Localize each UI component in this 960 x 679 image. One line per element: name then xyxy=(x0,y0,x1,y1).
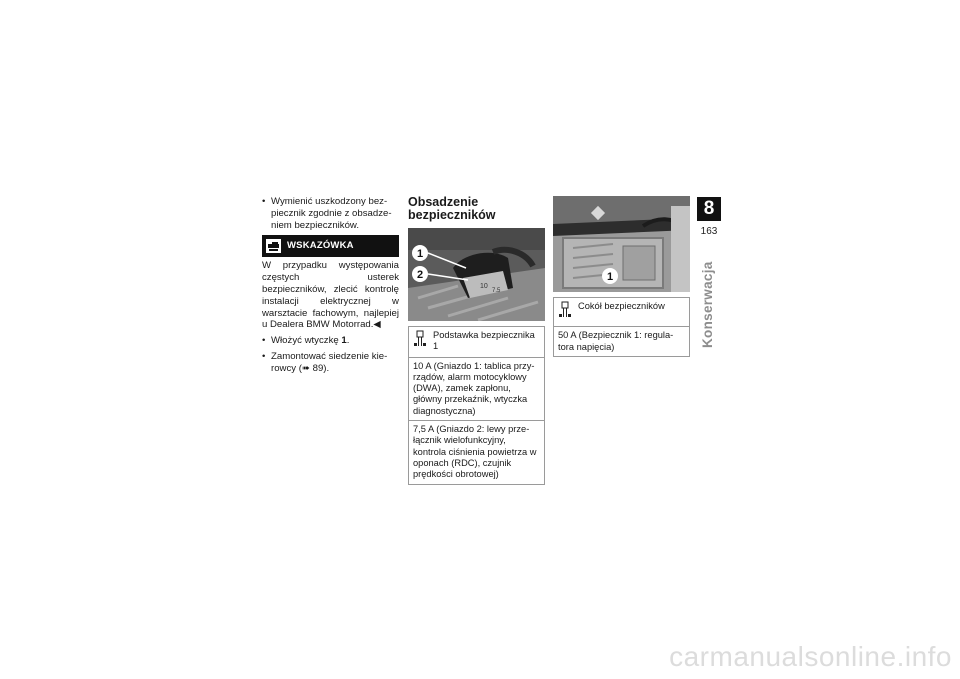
middle-column xyxy=(408,196,545,485)
note-title: WSKAZÓWKA xyxy=(287,240,354,252)
table-header xyxy=(554,298,689,327)
page-number: 163 xyxy=(700,226,718,237)
bullet-icon: • xyxy=(262,196,266,207)
instruction-mount-seat: • Zamontować siedzenie kierowcy (➠ 89). xyxy=(262,350,388,374)
photo-fuse-marking: 10 xyxy=(480,283,488,290)
bullet-icon: • xyxy=(262,350,266,362)
photo-label-2: 2 xyxy=(416,269,424,281)
instruction-replace-fuse: • Wymienić uszkodzony bezpiecznik zgodnie z obsadzeniem bezpieczników. xyxy=(262,196,392,231)
table-header-text: Podstawka bezpiecznika 1 xyxy=(433,330,535,352)
note-header xyxy=(262,235,399,257)
table-header-text: Cokół bezpieczników xyxy=(578,301,665,311)
watermark: carmanualsonline.info xyxy=(669,641,952,672)
fuse-icon xyxy=(558,301,578,322)
fuse-table-holder xyxy=(408,326,545,485)
table-row: 7,5 A (Gniazdo 2: lewy przełącznik wielofunkcyjny, kontrola ciśnienia powietrza w oponach (RDC), czujnik prędkości obrotowej) xyxy=(413,424,537,480)
fuse-table-socket xyxy=(553,297,690,357)
bullet-icon: • xyxy=(262,335,266,347)
table-header xyxy=(409,327,544,358)
left-column xyxy=(262,196,399,379)
chapter-title: Konserwacja xyxy=(700,261,715,348)
photo-fuse-marking-2: 7.5 xyxy=(492,288,501,294)
chapter-number: 8 xyxy=(697,197,721,221)
fuse-socket-photo xyxy=(553,196,690,292)
instruction-insert-plug: • Włożyć wtyczkę 1. xyxy=(262,335,350,347)
photo-label-1: 1 xyxy=(416,248,424,260)
note-hand-icon xyxy=(266,239,281,253)
fuse-holder-photo xyxy=(408,228,545,321)
right-column xyxy=(553,196,690,357)
table-row: 50 A (Bezpiecznik 1: regulatora napięcia) xyxy=(558,330,674,352)
section-title: Obsadzenie bezpieczników xyxy=(408,195,496,222)
table-row: 10 A (Gniazdo 1: tablica przyrządów, alarm motocyklowy (DWA), zamek zapłonu, główny przekaźnik, wtyczka diagnostyczna) xyxy=(409,358,544,421)
photo-label-1: 1 xyxy=(606,271,614,283)
note-text: W przypadku występowania częstych usterek bezpieczników, zlecić kontrolę instalacji elektrycznej w warsztacie fachowym, najlepiej u Dealera BMW Motorrad.◀ xyxy=(262,260,399,331)
fuse-icon xyxy=(413,330,433,353)
